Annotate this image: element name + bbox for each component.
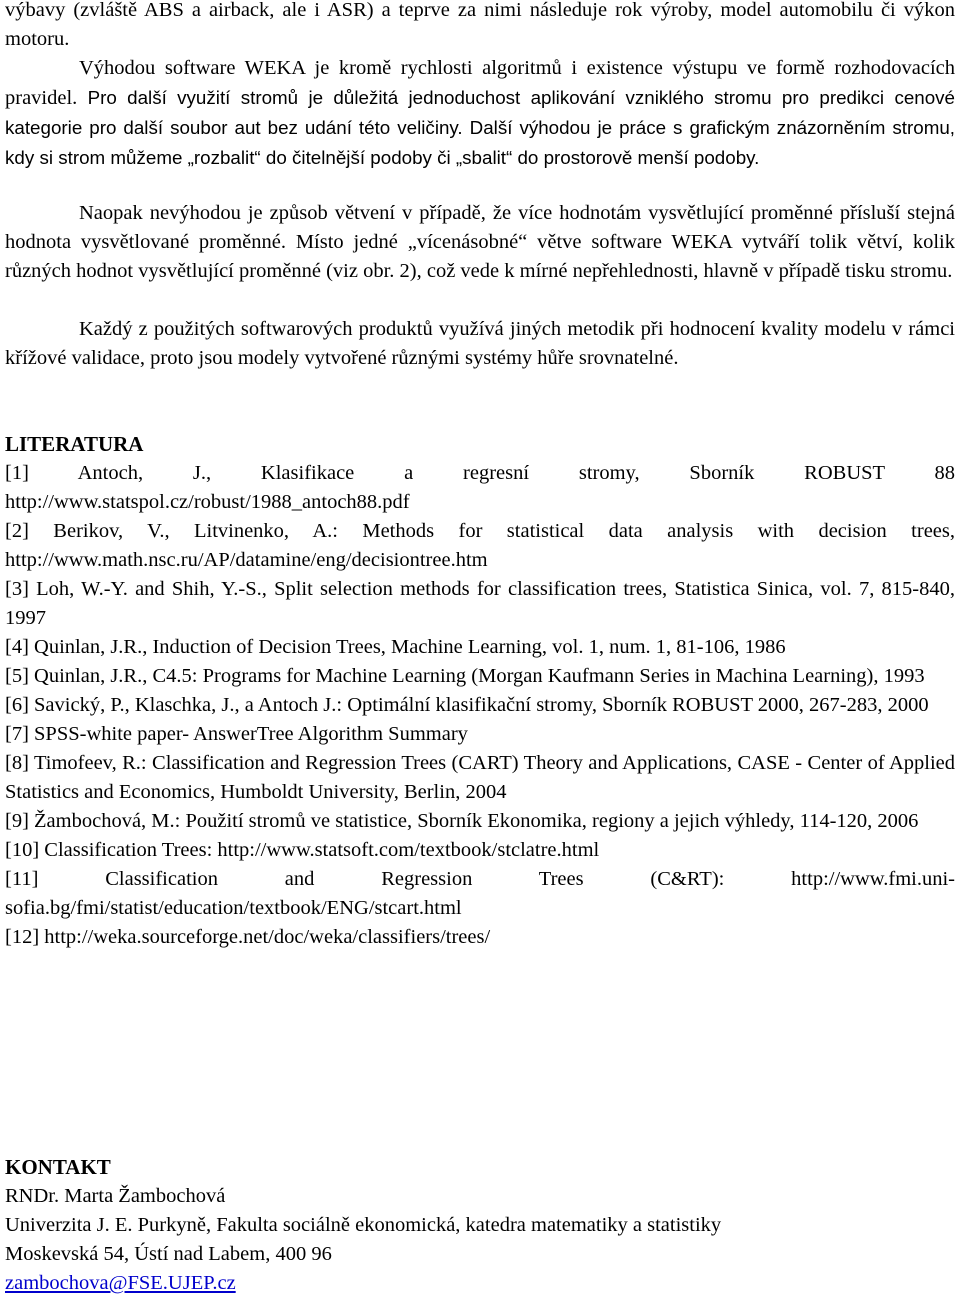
paragraph-weka-advantages-serif: Výhodou software WEKA je kromě rychlosti algoritmů i existence výstupu ve formě rozhodovacích pravidel. [5,57,955,109]
paragraph-model-comparison-text: Každý z použitých softwarových produktů využívá jiných metodik při hodnocení kvality modelu v rámci křížové validace, proto jsou modely vytvořené různými systémy hůře srovnatelné. [5,318,955,369]
literatura-section [5,430,955,952]
reference-item: [8] Timofeev, R.: Classification and Regression Trees (CART) Theory and Applications, CASE - Center of Applied Statistics and Economics, Humboldt University, Berlin, 2004 [5,752,955,803]
contact-name: RNDr. Marta Žambochová [5,1185,226,1207]
paragraph-weka-disadvantages [5,199,955,286]
kontakt-heading: KONTAKT [5,1155,111,1179]
reference-list [5,459,955,952]
reference-item: [1] Antoch, J., Klasifikace a regresní stromy, Sborník ROBUST 88 http://www.statspol.cz/robust/1988_antoch88.pdf [5,462,955,513]
reference-item: [3] Loh, W.-Y. and Shih, Y.-S., Split selection methods for classification trees, Statistica Sinica, vol. 7, 815-840, 1997 [5,578,955,629]
paragraph-weka-advantages [5,54,955,173]
contact-institution: Univerzita J. E. Purkyně, Fakulta sociálně ekonomická, katedra matematiky a statistiky [5,1214,722,1236]
literatura-heading: LITERATURA [5,432,144,456]
reference-item: [9] Žambochová, M.: Použití stromů ve statistice, Sborník Ekonomika, regiony a jejich výhledy, 114-120, 2006 [5,810,919,832]
reference-item: [4] Quinlan, J.R., Induction of Decision Trees, Machine Learning, vol. 1, num. 1, 81-106, 1986 [5,636,786,658]
paragraph-intro [5,0,955,54]
paragraph-weka-advantages-sans: Pro další využití stromů je důležitá jednoduchost aplikování vzniklého stromu pro predikci cenové kategorie pro další soubor aut bez udání této veličiny. Další výhodou je práce s grafickým znázorněním stromu, kdy si strom můžeme „rozbalit“ do čitelnější podoby či „sbalit“ do prostorově menší podoby. [5,87,956,168]
reference-item: [12] http://weka.sourceforge.net/doc/weka/classifiers/trees/ [5,926,491,948]
paragraph-model-comparison [5,315,955,373]
reference-item: [7] SPSS-white paper- AnswerTree Algorithm Summary [5,723,468,745]
contact-address: Moskevská 54, Ústí nad Labem, 400 96 [5,1243,332,1265]
reference-item: [2] Berikov, V., Litvinenko, A.: Methods for statistical data analysis with decision trees, http://www.math.nsc.ru/AP/datamine/eng/decisiontree.htm [5,520,955,571]
reference-item: [10] Classification Trees: http://www.statsoft.com/textbook/stclatre.html [5,839,600,861]
paragraph-weka-disadvantages-text: Naopak nevýhodou je způsob větvení v případě, že více hodnotám vysvětlující proměnné přísluší stejná hodnota vysvětlované proměnné. Místo jedné „vícenásobné“ větve software WEKA vytváří tolik větví, kolik různých hodnot vysvětlující proměnné (viz obr. 2), což vede k mírné nepřehlednosti, hlavně v případě tisku stromu. [5,202,955,282]
paragraph-intro-text: výbavy (zvláště ABS a airback, ale i ASR) a teprve za nimi následuje rok výroby, model automobilu či výkon motoru. [5,0,955,50]
contact-email-link[interactable]: zambochova@FSE.UJEP.cz [5,1272,236,1294]
kontakt-section [5,1153,955,1298]
contact-email-line [5,1269,955,1298]
reference-item: [11] Classification and Regression Trees (C&RT): http://www.fmi.uni-sofia.bg/fmi/statist/education/textbook/ENG/stcart.html [5,868,955,919]
reference-item: [6] Savický, P., Klaschka, J., a Antoch J.: Optimální klasifikační stromy, Sborník ROBUST 2000, 267-283, 2000 [5,694,929,716]
reference-item: [5] Quinlan, J.R., C4.5: Programs for Machine Learning (Morgan Kaufmann Series in Machina Learning), 1993 [5,665,925,687]
